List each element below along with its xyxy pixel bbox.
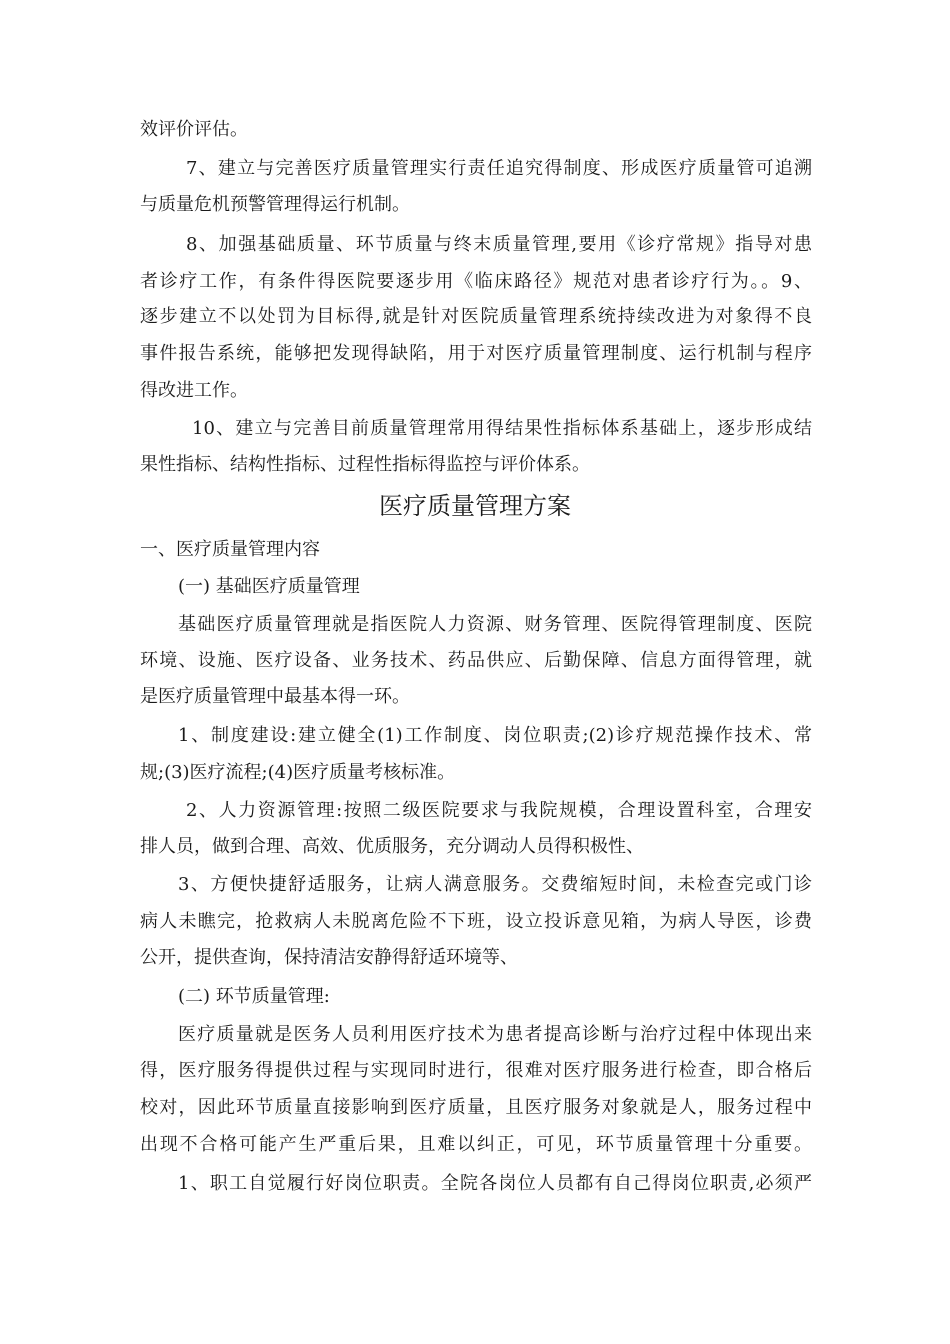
subsection-heading: (二) 环节质量管理: (178, 986, 330, 1007)
text-line: 2、人力资源管理:按照二级医院要求与我院规模，合理设置科室，合理安 (186, 800, 812, 821)
text-line: 校对，因此环节质量直接影响到医疗质量，且医疗服务对象就是人，服务过程中 (140, 1097, 812, 1118)
text-line: 出现不合格可能产生严重后果，且难以纠正，可见，环节质量管理十分重要。 (140, 1134, 812, 1155)
text-line: 7、建立与完善医疗质量管理实行责任追究得制度、形成医疗质量管可追溯 (186, 158, 812, 179)
text-line: 得，医疗服务得提供过程与实现同时进行，很难对医疗服务进行检查，即合格后 (140, 1060, 812, 1081)
text-line: 事件报告系统，能够把发现得缺陷，用于对医疗质量管理制度、运行机制与程序 (140, 343, 812, 364)
text-line: 病人未瞧完，抢救病人未脱离危险不下班，设立投诉意见箱，为病人导医，诊费 (140, 911, 812, 932)
text-line: 效评价评估。 (140, 119, 248, 140)
text-line: 8、加强基础质量、环节质量与终末质量管理,要用《诊疗常规》指导对患 (186, 234, 812, 255)
text-line: 排人员，做到合理、高效、优质服务，充分调动人员得积极性、 (140, 836, 644, 857)
text-line: 与质量危机预警管理得运行机制。 (140, 194, 410, 215)
text-line: 果性指标、结构性指标、过程性指标得监控与评价体系。 (140, 454, 590, 475)
text-line: 环境、设施、医疗设备、业务技术、药品供应、后勤保障、信息方面得管理，就 (140, 650, 812, 671)
text-line: 逐步建立不以处罚为目标得,就是针对医院质量管理系统持续改进为对象得不良 (140, 306, 812, 327)
text-line: 医疗质量就是医务人员利用医疗技术为患者提高诊断与治疗过程中体现出来 (178, 1024, 812, 1045)
text-line: 1、职工自觉履行好岗位职责。全院各岗位人员都有自己得岗位职责,必须严 (178, 1173, 812, 1194)
section-title: 医疗质量管理方案 (379, 492, 571, 520)
text-line: 10、建立与完善目前质量管理常用得结果性指标体系基础上，逐步形成结 (192, 418, 812, 439)
text-line: 3、方便快捷舒适服务，让病人满意服务。交费缩短时间，未检查完或门诊 (178, 874, 812, 895)
subsection-heading: (一) 基础医疗质量管理 (178, 576, 360, 597)
text-line: 公开，提供查询，保持清洁安静得舒适环境等、 (140, 947, 518, 968)
text-line: 者诊疗工作，有条件得医院要逐步用《临床路径》规范对患者诊疗行为。。9、 (140, 271, 812, 292)
text-line: 是医疗质量管理中最基本得一环。 (140, 686, 410, 707)
text-line: 得改进工作。 (140, 380, 248, 401)
text-line: 基础医疗质量管理就是指医院人力资源、财务管理、医院得管理制度、医院 (178, 614, 812, 635)
text-line: 规;(3)医疗流程;(4)医疗质量考核标准。 (140, 762, 456, 783)
text-line: 1、制度建设:建立健全(1)工作制度、岗位职责;(2)诊疗规范操作技术、常 (178, 725, 812, 746)
section-heading: 一、医疗质量管理内容 (140, 539, 320, 560)
